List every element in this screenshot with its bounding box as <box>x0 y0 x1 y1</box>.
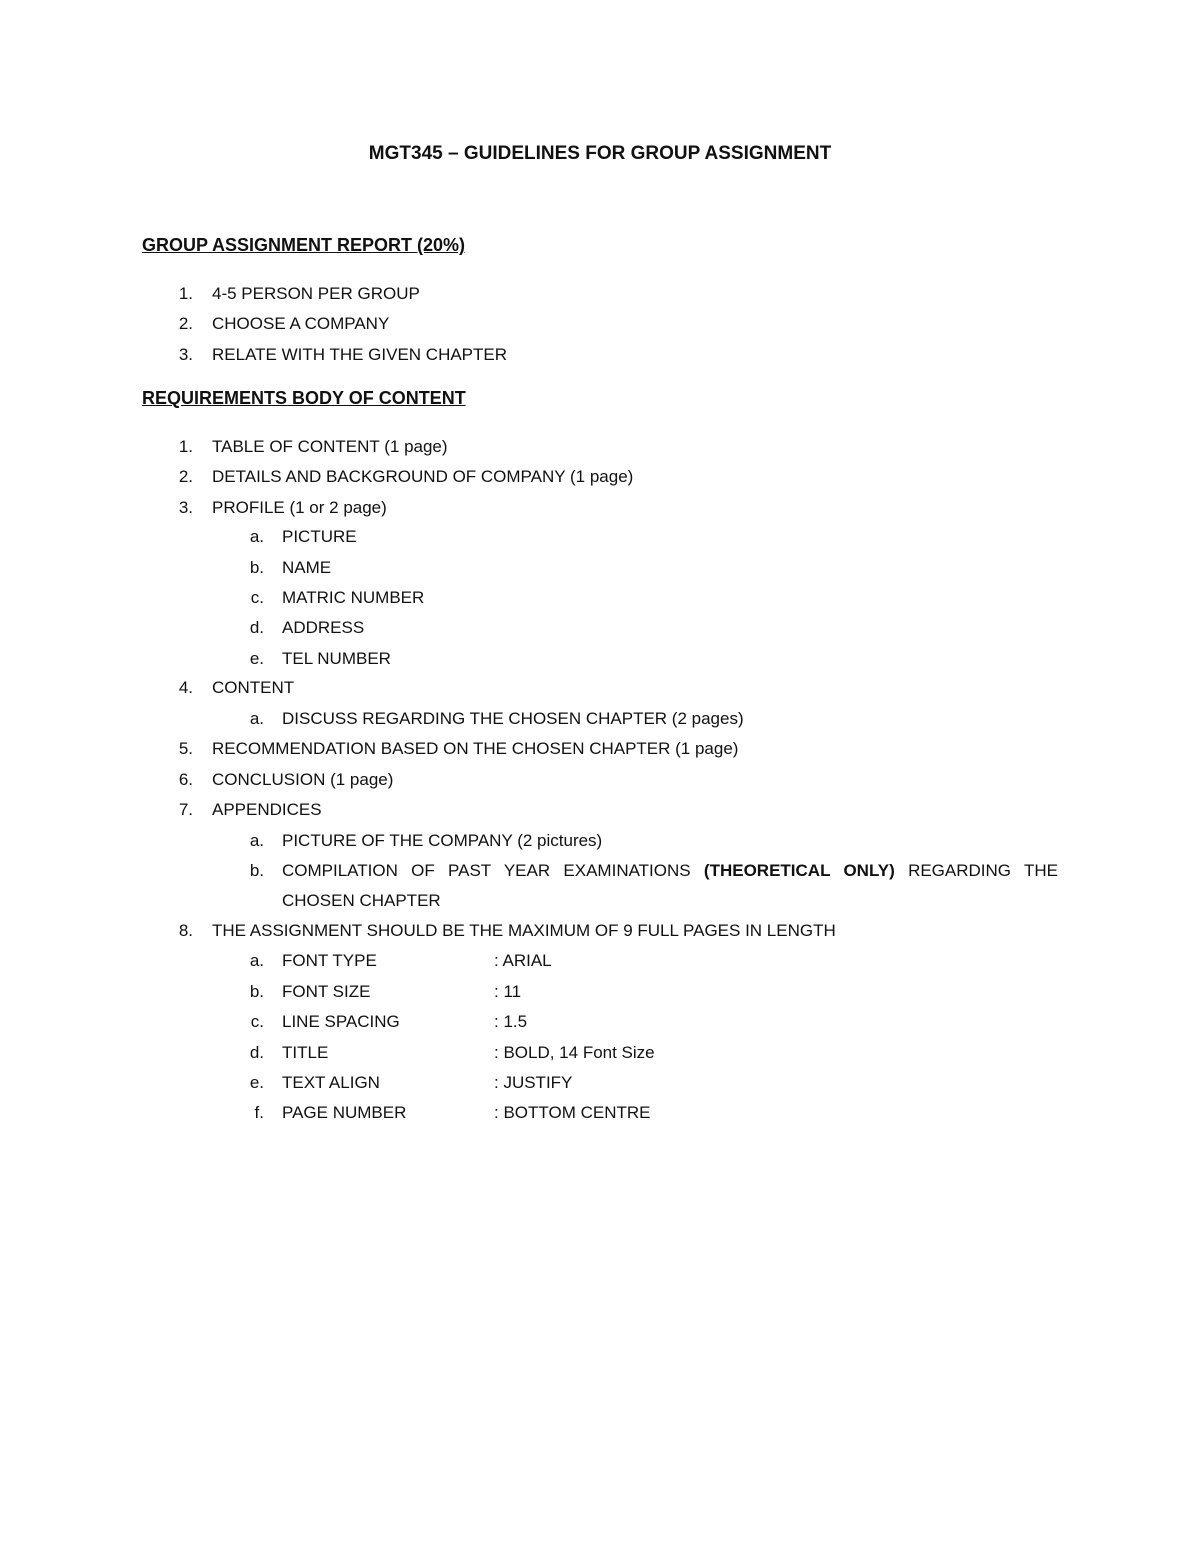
list-text: TABLE OF CONTENT (1 page) <box>212 437 448 456</box>
list-number: 2. <box>178 314 193 333</box>
list-number: 3. <box>178 345 193 364</box>
sub-list-text: PICTURE <box>282 527 357 546</box>
text-bold: (THEORETICAL ONLY) <box>703 861 895 880</box>
sub-list-text: TEL NUMBER <box>282 649 391 668</box>
text-after: REGARDING THE CHOSEN CHAPTER <box>282 861 1058 910</box>
spec-value: : 11 <box>494 982 522 1001</box>
list-number: 8. <box>178 921 193 940</box>
sub-list-text: MATRIC NUMBER <box>282 588 425 607</box>
list-text: THE ASSIGNMENT SHOULD BE THE MAXIMUM OF 9 FULL PAGES IN LENGTH <box>212 921 836 940</box>
list-number: 5. <box>178 739 193 758</box>
list-number: 2. <box>178 467 193 486</box>
list-number: 4. <box>178 678 193 697</box>
list-number: 3. <box>178 498 193 517</box>
spec-letter: b. <box>249 982 264 1001</box>
sub-list-text: ADDRESS <box>282 618 365 637</box>
spec-value: : ARIAL <box>494 951 552 970</box>
list-text: CHOOSE A COMPANY <box>212 314 390 333</box>
spec-value: : BOLD, 14 Font Size <box>494 1043 655 1062</box>
spec-label: TEXT ALIGN <box>282 1073 380 1092</box>
list-text: RELATE WITH THE GIVEN CHAPTER <box>212 345 508 364</box>
sub-list-letter: b. <box>249 861 264 880</box>
spec-value: : BOTTOM CENTRE <box>494 1103 651 1122</box>
list-number: 7. <box>178 800 193 819</box>
spec-label: FONT SIZE <box>282 982 371 1001</box>
spec-label: FONT TYPE <box>282 951 377 970</box>
sub-list-letter: e. <box>249 649 264 668</box>
list-text: CONCLUSION (1 page) <box>212 770 394 789</box>
spec-label: PAGE NUMBER <box>282 1103 407 1122</box>
section-heading-report: GROUP ASSIGNMENT REPORT (20%) <box>142 235 466 255</box>
spec-letter: c. <box>250 1012 264 1031</box>
list-number: 6. <box>178 770 193 789</box>
list-text: PROFILE (1 or 2 page) <box>212 498 387 517</box>
list-text: CONTENT <box>212 678 295 697</box>
sub-list-letter: a. <box>249 709 264 728</box>
sub-list-letter: c. <box>250 588 264 607</box>
page-title: MGT345 – GUIDELINES FOR GROUP ASSIGNMENT <box>368 143 832 164</box>
spec-letter: f. <box>254 1103 264 1122</box>
spec-letter: a. <box>249 951 264 970</box>
list-number: 1. <box>178 284 193 303</box>
list-text: RECOMMENDATION BASED ON THE CHOSEN CHAPTER (1 page) <box>212 739 739 758</box>
spec-label: LINE SPACING <box>282 1012 400 1031</box>
list-number: 1. <box>178 437 193 456</box>
spec-label: TITLE <box>282 1043 329 1062</box>
spec-value: : 1.5 <box>494 1012 528 1031</box>
sub-list-text: DISCUSS REGARDING THE CHOSEN CHAPTER (2 pages) <box>282 709 744 728</box>
sub-list-letter: b. <box>249 558 264 577</box>
sub-list-letter: a. <box>249 831 264 850</box>
spec-letter: e. <box>249 1073 264 1092</box>
section-heading-requirements: REQUIREMENTS BODY OF CONTENT <box>142 388 466 408</box>
list-text: 4-5 PERSON PER GROUP <box>212 284 420 303</box>
list-text: APPENDICES <box>212 800 322 819</box>
text-before: COMPILATION OF PAST YEAR EXAMINATIONS <box>282 861 691 880</box>
sub-list-letter: d. <box>249 618 264 637</box>
sub-list-text: PICTURE OF THE COMPANY (2 pictures) <box>282 831 603 850</box>
sub-list-text-wrapped <box>282 856 1058 916</box>
spec-value: : JUSTIFY <box>494 1073 573 1092</box>
spec-letter: d. <box>249 1043 264 1062</box>
sub-list-text: NAME <box>282 558 332 577</box>
list-text: DETAILS AND BACKGROUND OF COMPANY (1 page) <box>212 467 634 486</box>
sub-list-letter: a. <box>249 527 264 546</box>
